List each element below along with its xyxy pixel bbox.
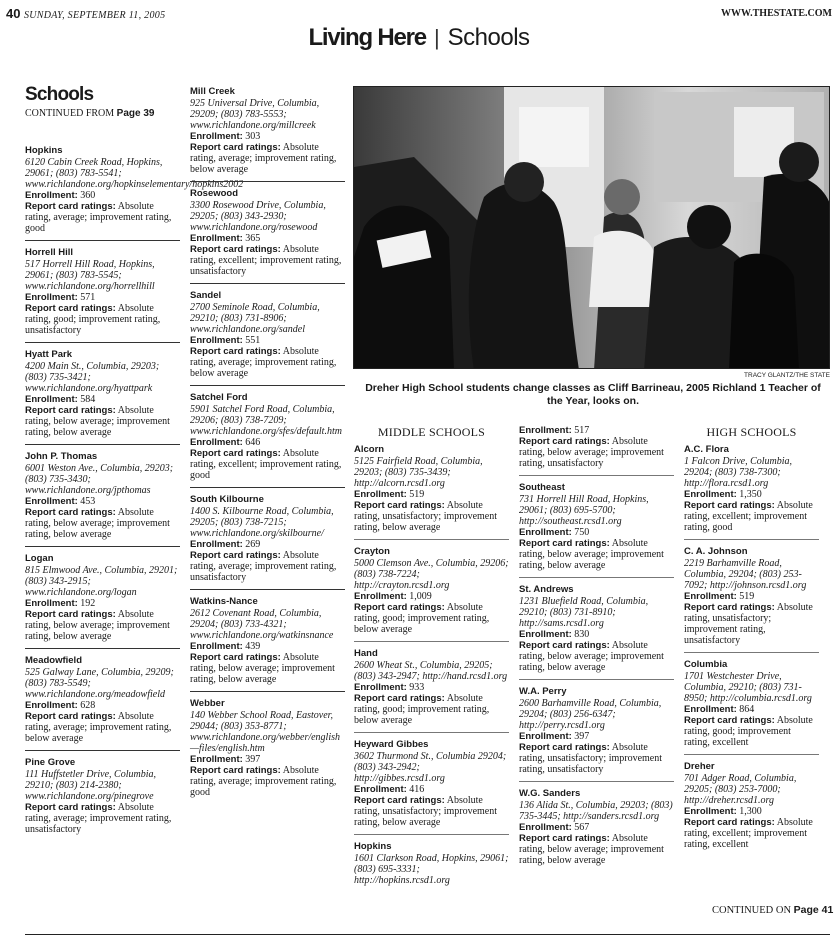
school-name: Horrell Hill [25, 247, 74, 258]
ratings-value: Absolute rating, excellent; improvement rating, good [684, 500, 813, 533]
enrollment-value: 864 [739, 704, 755, 715]
ratings-value: Absolute rating, good; improvement rating, below average [354, 693, 490, 726]
continued-on [712, 904, 833, 916]
enrollment-label: Enrollment: [190, 641, 243, 652]
school-entry [190, 290, 345, 386]
school-enrollment [354, 784, 509, 795]
ratings-value: Absolute rating, excellent; improvement rating, excellent [684, 817, 813, 850]
school-name: Hand [354, 648, 378, 659]
enrollment-label: Enrollment: [25, 496, 78, 507]
ratings-value: Absolute rating, excellent; improvement rating, unsatisfactory [190, 244, 342, 277]
school-address: 525 Galway Lane, Columbia, 29209; (803) 783-5549; www.richlandone.org/meadowfield [25, 667, 174, 700]
school-enrollment [684, 806, 819, 817]
report-card-label: Report card ratings: [190, 142, 281, 153]
enrollment-label: Enrollment: [519, 629, 572, 640]
enrollment-value: 1,009 [409, 591, 432, 602]
school-address: 1 Falcon Drive, Columbia, 29204; (803) 738-7300; http://flora.rcsd1.org [684, 456, 793, 489]
school-address: 2612 Covenant Road, Columbia, 29204; (803) 733-4321; www.richlandone.org/watkinsnance [190, 608, 334, 641]
enrollment-label: Enrollment: [25, 190, 78, 201]
school-address: 925 Universal Drive, Columbia, 29209; (803) 783-5553; www.richlandone.org/millcreek [190, 98, 320, 131]
school-name: South Kilbourne [190, 494, 264, 505]
school-ratings [519, 436, 674, 469]
school-address: 3602 Thurmond St., Columbia 29204; (803) 343-2942; http://gibbes.rcsd1.org [354, 751, 507, 784]
enrollment-label: Enrollment: [25, 700, 78, 711]
enrollment-label: Enrollment: [25, 394, 78, 405]
report-card-label: Report card ratings: [25, 201, 116, 212]
school-name: Satchel Ford [190, 392, 248, 403]
report-card-label: Report card ratings: [354, 795, 445, 806]
report-card-label: Report card ratings: [684, 500, 775, 511]
school-entry [190, 86, 345, 182]
school-enrollment [519, 527, 674, 538]
school-name: C. A. Johnson [684, 546, 748, 557]
school-ratings [25, 609, 180, 642]
ratings-value: Absolute rating, average; improvement rating, good [190, 765, 337, 798]
school-enrollment [190, 437, 345, 448]
school-ratings [684, 817, 819, 850]
school-address: 1400 S. Kilbourne Road, Columbia, 29205; (803) 738-7215; www.richlandone.org/skilbourne/ [190, 506, 334, 539]
school-entry [25, 451, 180, 547]
middle-schools-heading: MIDDLE SCHOOLS [377, 425, 486, 439]
enrollment-value: 567 [574, 822, 590, 833]
enrollment-value: 584 [80, 394, 96, 405]
school-name: Hopkins [354, 841, 392, 852]
report-card-label: Report card ratings: [354, 602, 445, 613]
school-name: Alcorn [354, 444, 385, 455]
enrollment-label: Enrollment: [25, 292, 78, 303]
school-address: 111 Huffstetler Drive, Columbia, 29210; (803) 214-2380; www.richlandone.org/pinegrove [25, 769, 157, 802]
news-photo [353, 86, 830, 369]
enrollment-value: 303 [245, 131, 261, 142]
school-enrollment [25, 190, 180, 201]
report-card-label: Report card ratings: [190, 448, 281, 459]
school-address: 815 Elmwood Ave., Columbia, 29201; (803) 343-2915; www.richlandone.org/logan [25, 565, 178, 598]
school-ratings [190, 346, 345, 379]
enrollment-label: Enrollment: [190, 539, 243, 550]
school-address: 4200 Main St., Columbia, 29203; (803) 735-3421; www.richlandone.org/hyattpark [25, 361, 160, 394]
report-card-label: Report card ratings: [190, 652, 281, 663]
enrollment-label: Enrollment: [519, 731, 572, 742]
school-name: W.G. Sanders [519, 788, 581, 799]
ratings-value: Absolute rating, unsatisfactory; improvement rating, unsatisfactory [684, 602, 813, 646]
enrollment-value: 397 [245, 754, 261, 765]
enrollment-value: 269 [245, 539, 261, 550]
school-enrollment [519, 731, 674, 742]
school-ratings [25, 405, 180, 438]
school-name: Columbia [684, 659, 728, 670]
report-card-label: Report card ratings: [684, 602, 775, 613]
school-address: 1701 Westchester Drive, Columbia, 29210; (803) 731-8950; http://columbia.rcsd1.org [684, 671, 812, 704]
ratings-value: Absolute rating, below average; improvement rating, below average [25, 507, 170, 540]
enrollment-value: 519 [409, 489, 425, 500]
enrollment-label: Enrollment: [684, 806, 737, 817]
school-address: 5125 Fairfield Road, Columbia, 29203; (803) 735-3439; http://alcorn.rcsd1.org [354, 456, 483, 489]
report-card-label: Report card ratings: [25, 609, 116, 620]
school-entry [354, 739, 509, 835]
school-name: Logan [25, 553, 54, 564]
high-schools-heading: HIGH SCHOOLS [706, 425, 797, 439]
report-card-label: Report card ratings: [354, 500, 445, 511]
photo-image [354, 87, 830, 369]
school-entry [190, 698, 345, 798]
school-address: 6001 Weston Ave., Columbia, 29203; (803) 735-3430; www.richlandone.org/jpthomas [25, 463, 174, 496]
school-name: Dreher [684, 761, 715, 772]
school-address: 6120 Cabin Creek Road, Hopkins, 29061; (803) 783-5541; www.richlandone.org/hopkinselementary/hopkins2002 [25, 157, 244, 190]
report-card-label: Report card ratings: [519, 538, 610, 549]
ratings-value: Absolute rating, below average; improvement rating, below average [519, 640, 664, 673]
enrollment-label: Enrollment: [684, 489, 737, 500]
school-enrollment [190, 233, 345, 244]
school-name: John P. Thomas [25, 451, 98, 462]
enrollment-label: Enrollment: [354, 682, 407, 693]
enrollment-value: 646 [245, 437, 261, 448]
site-url: WWW.THESTATE.COM [721, 8, 832, 19]
ratings-value: Absolute rating, below average; improvement rating, unsatisfactory [519, 436, 664, 469]
school-ratings [684, 715, 819, 748]
enrollment-value: 1,350 [739, 489, 762, 500]
school-address: 517 Horrell Hill Road, Hopkins, 29061; (803) 783-5545; www.richlandone.org/horrellhill [25, 259, 155, 292]
school-enrollment [354, 591, 509, 602]
school-name: Southeast [519, 482, 565, 493]
school-address: 5901 Satchel Ford Road, Columbia, 29206; (803) 738-7209; www.richlandone.org/sfes/default.htm [190, 404, 342, 437]
issue-date: SUNDAY, SEPTEMBER 11, 2005 [23, 10, 166, 21]
school-enrollment [190, 539, 345, 550]
ratings-value: Absolute rating, unsatisfactory; improvement rating, unsatisfactory [519, 742, 663, 775]
section-header [0, 24, 838, 52]
school-entry [190, 596, 345, 692]
enrollment-value: 360 [80, 190, 96, 201]
ratings-value: Absolute rating, good; improvement rating, excellent [684, 715, 813, 748]
report-card-label: Report card ratings: [684, 817, 775, 828]
school-name: Webber [190, 698, 225, 709]
school-enrollment [354, 682, 509, 693]
school-name: Crayton [354, 546, 390, 557]
column-5-high-schools [684, 425, 819, 850]
report-card-label: Report card ratings: [519, 436, 610, 447]
school-address: 136 Alida St., Columbia, 29203; (803) 735-3445; http://sanders.rcsd1.org [519, 800, 673, 822]
school-ratings [354, 693, 509, 726]
section-name: Living Here [308, 24, 426, 51]
report-card-label: Report card ratings: [519, 640, 610, 651]
school-entry [25, 553, 180, 649]
school-entry [684, 546, 819, 653]
enrollment-value: 571 [80, 292, 96, 303]
school-ratings [684, 500, 819, 533]
school-enrollment [190, 335, 345, 346]
bottom-rule [25, 934, 830, 935]
school-name: Hopkins [25, 145, 63, 156]
school-ratings [190, 765, 345, 798]
ratings-value: Absolute rating, average; improvement rating, unsatisfactory [25, 802, 172, 835]
school-address: 2219 Barhamville Road, Columbia, 29204; (803) 253-7092; http://johnson.rcsd1.org [684, 558, 807, 591]
ratings-value: Absolute rating, below average; improvement rating, below average [519, 538, 664, 571]
report-card-label: Report card ratings: [25, 507, 116, 518]
ratings-value: Absolute rating, good; improvement rating, unsatisfactory [25, 303, 161, 336]
school-enrollment [684, 591, 819, 602]
school-ratings [190, 652, 345, 685]
school-ratings [684, 602, 819, 646]
school-enrollment [354, 489, 509, 500]
school-address: 2700 Seminole Road, Columbia, 29210; (803) 731-8906; www.richlandone.org/sandel [190, 302, 320, 335]
enrollment-label: Enrollment: [519, 822, 572, 833]
school-entry [684, 659, 819, 755]
ratings-value: Absolute rating, below average; improvement rating, below average [519, 833, 664, 866]
school-entry [684, 761, 819, 850]
school-entry [519, 788, 674, 866]
school-entry [684, 444, 819, 540]
enrollment-label: Enrollment: [354, 591, 407, 602]
ratings-value: Absolute rating, average; improvement rating, below average [25, 711, 172, 744]
ratings-value: Absolute rating, below average; improvement rating, below average [190, 652, 335, 685]
school-name: St. Andrews [519, 584, 574, 595]
ratings-value: Absolute rating, average; improvement rating, good [25, 201, 172, 234]
school-enrollment [684, 704, 819, 715]
enrollment-label: Enrollment: [190, 754, 243, 765]
column-4 [519, 425, 674, 866]
enrollment-value: 453 [80, 496, 96, 507]
school-address: 731 Horrell Hill Road, Hopkins, 29061; (803) 695-5700; http://southeast.rcsd1.org [519, 494, 649, 527]
school-name: Heyward Gibbes [354, 739, 429, 750]
school-ratings [519, 538, 674, 571]
school-entry [354, 546, 509, 642]
school-ratings [519, 833, 674, 866]
enrollment-label: Enrollment: [354, 489, 407, 500]
report-card-label: Report card ratings: [684, 715, 775, 726]
school-name: Pine Grove [25, 757, 76, 768]
school-entry [190, 188, 345, 284]
page-number: 40 [6, 6, 21, 21]
ratings-value: Absolute rating, average; improvement rating, unsatisfactory [190, 550, 337, 583]
school-address: 1601 Clarkson Road, Hopkins, 29061; (803) 695-3331; http://hopkins.rcsd1.org [354, 853, 509, 886]
school-entry [519, 425, 674, 476]
school-ratings [25, 201, 180, 234]
school-enrollment [25, 700, 180, 711]
report-card-label: Report card ratings: [190, 765, 281, 776]
school-name: W.A. Perry [519, 686, 567, 697]
column-2 [190, 86, 345, 798]
enrollment-label: Enrollment: [190, 335, 243, 346]
school-ratings [25, 507, 180, 540]
report-card-label: Report card ratings: [190, 346, 281, 357]
enrollment-value: 439 [245, 641, 261, 652]
enrollment-label: Enrollment: [519, 425, 572, 436]
continued-from [25, 108, 180, 119]
school-name: Rosewood [190, 188, 239, 199]
school-address: 1231 Bluefield Road, Columbia, 29210; (803) 731-8910; http://sams.rcsd1.org [519, 596, 649, 629]
report-card-label: Report card ratings: [25, 405, 116, 416]
photo-caption: Dreher High School students change classes as Cliff Barrineau, 2005 Richland 1 Teacher of the Year, looks on. [365, 382, 821, 407]
school-entry [354, 444, 509, 540]
school-entry [190, 494, 345, 590]
enrollment-label: Enrollment: [190, 233, 243, 244]
continued-on-text: CONTINUED ON [712, 905, 792, 916]
report-card-label: Report card ratings: [190, 550, 281, 561]
school-name: Watkins-Nance [190, 596, 258, 607]
enrollment-label: Enrollment: [684, 591, 737, 602]
school-name: Sandel [190, 290, 222, 301]
enrollment-value: 416 [409, 784, 425, 795]
enrollment-label: Enrollment: [354, 784, 407, 795]
enrollment-value: 517 [574, 425, 590, 436]
school-enrollment [25, 292, 180, 303]
section-topic: Schools [447, 24, 530, 51]
school-address: 5000 Clemson Ave., Columbia, 29206; (803) 738-7224; http://crayton.rcsd1.org [354, 558, 509, 591]
enrollment-label: Enrollment: [684, 704, 737, 715]
ratings-value: Absolute rating, below average; improvement rating, below average [25, 405, 170, 438]
ratings-value: Absolute rating, below average; improvement rating, below average [25, 609, 170, 642]
school-entry [354, 648, 509, 733]
continued-on-page: Page 41 [793, 904, 834, 916]
school-ratings [25, 303, 180, 336]
enrollment-value: 365 [245, 233, 261, 244]
school-entry [519, 584, 674, 680]
enrollment-value: 192 [80, 598, 96, 609]
enrollment-value: 1,300 [739, 806, 762, 817]
school-enrollment [519, 822, 674, 833]
school-address: 3300 Rosewood Drive, Columbia, 29205; (803) 343-2930; www.richlandone.org/rosewood [190, 200, 326, 233]
school-enrollment [519, 629, 674, 640]
school-entry [190, 392, 345, 488]
enrollment-label: Enrollment: [519, 527, 572, 538]
school-enrollment [25, 394, 180, 405]
report-card-label: Report card ratings: [190, 244, 281, 255]
school-name: A.C. Flora [684, 444, 729, 455]
ratings-value: Absolute rating, unsatisfactory; improvement rating, below average [354, 795, 498, 828]
ratings-value: Absolute rating, average; improvement rating, below average [190, 346, 337, 379]
school-entry [519, 482, 674, 578]
school-ratings [519, 640, 674, 673]
school-entry [25, 655, 180, 751]
report-card-label: Report card ratings: [519, 833, 610, 844]
folio [6, 6, 165, 21]
school-ratings [25, 802, 180, 835]
school-enrollment [190, 641, 345, 652]
report-card-label: Report card ratings: [25, 711, 116, 722]
ratings-value: Absolute rating, average; improvement rating, below average [190, 142, 337, 175]
school-entry [25, 349, 180, 445]
school-entry [354, 841, 509, 886]
enrollment-value: 750 [574, 527, 590, 538]
school-enrollment [25, 598, 180, 609]
continued-from-page: Page 39 [116, 108, 155, 119]
enrollment-value: 397 [574, 731, 590, 742]
enrollment-label: Enrollment: [190, 131, 243, 142]
enrollment-label: Enrollment: [25, 598, 78, 609]
school-enrollment [25, 496, 180, 507]
enrollment-value: 933 [409, 682, 425, 693]
school-enrollment [190, 754, 345, 765]
school-entry [519, 686, 674, 782]
school-ratings [354, 500, 509, 533]
ratings-value: Absolute rating, unsatisfactory; improvement rating, below average [354, 500, 498, 533]
school-ratings [190, 142, 345, 175]
school-ratings [519, 742, 674, 775]
enrollment-value: 830 [574, 629, 590, 640]
school-enrollment [190, 131, 345, 142]
column-3-middle-schools [354, 425, 509, 886]
school-ratings [190, 448, 345, 481]
ratings-value: Absolute rating, good; improvement rating, below average [354, 602, 490, 635]
schools-title: Schools [25, 84, 94, 105]
school-entry [25, 757, 180, 835]
school-name: Hyatt Park [25, 349, 72, 360]
school-ratings [190, 550, 345, 583]
school-address: 2600 Wheat St., Columbia, 29205; (803) 343-2947; http://hand.rcsd1.org [354, 660, 508, 682]
section-divider: | [433, 25, 440, 50]
school-address: 701 Adger Road, Columbia, 29205; (803) 253-7000; http://dreher.rcsd1.org [684, 773, 797, 806]
report-card-label: Report card ratings: [25, 802, 116, 813]
enrollment-value: 519 [739, 591, 755, 602]
school-address: 2600 Barhamville Road, Columbia, 29204; (803) 256-6347; http://perry.rcsd1.org [519, 698, 662, 731]
report-card-label: Report card ratings: [519, 742, 610, 753]
photo-credit: TRACY GLANTZ/THE STATE [744, 372, 830, 379]
ratings-value: Absolute rating, excellent; improvement rating, good [190, 448, 342, 481]
school-address: 140 Webber School Road, Eastover, 29044; (803) 353-8771; www.richlandone.org/webber/english—files/english.htm [190, 710, 340, 754]
school-ratings [25, 711, 180, 744]
enrollment-label: Enrollment: [190, 437, 243, 448]
continued-from-text: CONTINUED FROM [25, 108, 115, 119]
school-entry [25, 247, 180, 343]
report-card-label: Report card ratings: [25, 303, 116, 314]
school-name: Meadowfield [25, 655, 83, 666]
school-ratings [354, 795, 509, 828]
enrollment-value: 551 [245, 335, 261, 346]
school-enrollment [684, 489, 819, 500]
school-enrollment [519, 425, 674, 436]
school-ratings [190, 244, 345, 277]
school-name: Mill Creek [190, 86, 235, 97]
report-card-label: Report card ratings: [354, 693, 445, 704]
school-ratings [354, 602, 509, 635]
enrollment-value: 628 [80, 700, 96, 711]
